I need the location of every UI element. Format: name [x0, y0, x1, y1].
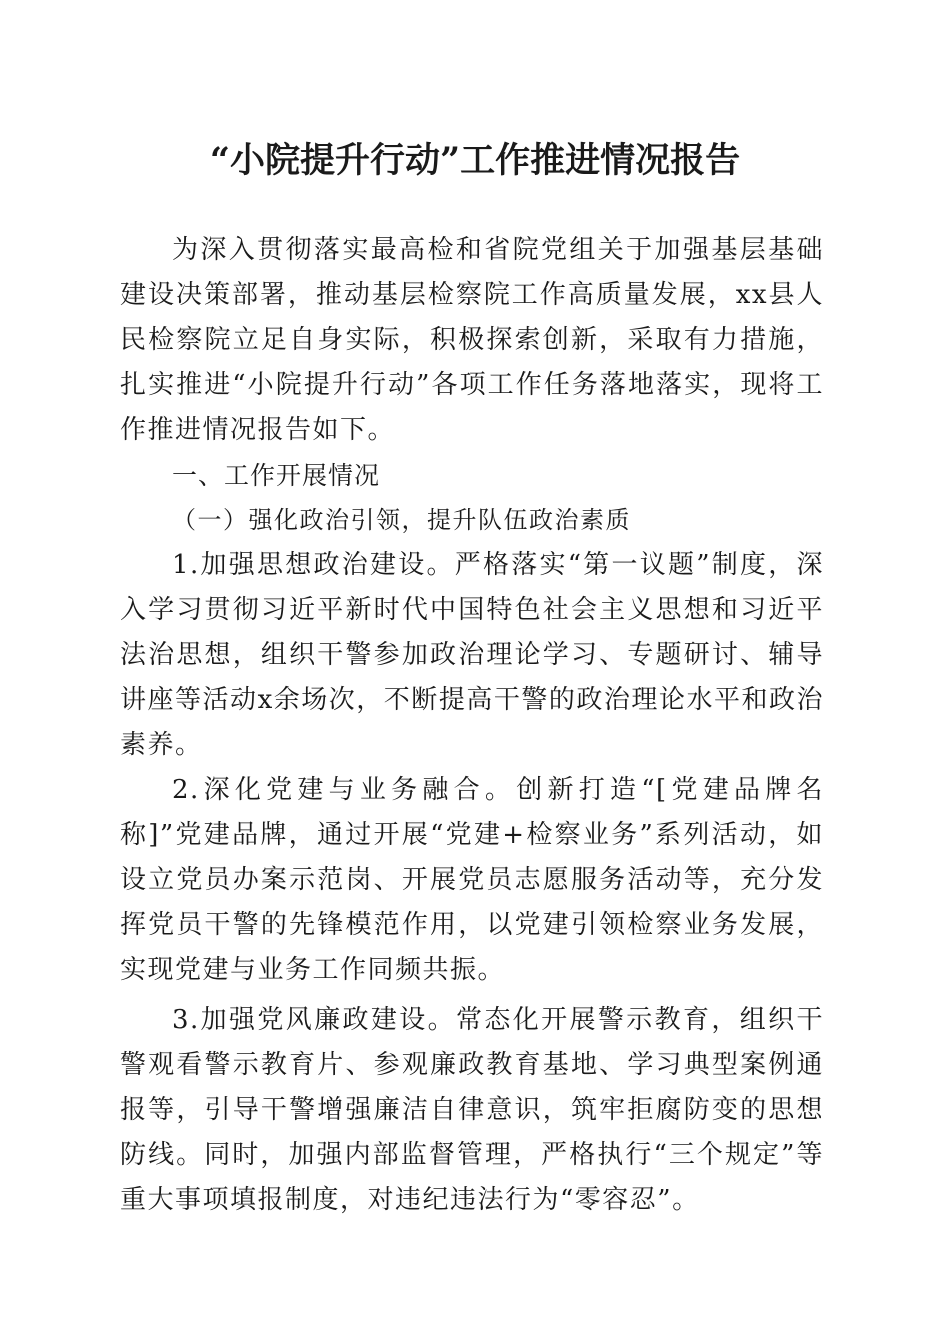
document-body [120, 228, 824, 1223]
intro-paragraph: 为深入贯彻落实最高检和省院党组关于加强基层基础建设决策部署，推动基层检察院工作高质量发展，xx县人民检察院立足自身实际，积极探索创新，采取有力措施，扎实推进“小院提升行动”各项工作任务落地落实，现将工作推进情况报告如下。 [120, 235, 824, 445]
item-paragraph-3: 3.加强党风廉政建设。常态化开展警示教育，组织干警观看警示教育片、参观廉政教育基地、学习典型案例通报等，引导干警增强廉洁自律意识，筑牢拒腐防变的思想防线。同时，加强内部监督管理，严格执行“三个规定”等重大事项填报制度，对违纪违法行为“零容忍”。 [120, 1005, 824, 1215]
item-paragraph-2: 2.深化党建与业务融合。创新打造“[党建品牌名称]”党建品牌，通过开展“党建+检察业务”系列活动，如设立党员办案示范岗、开展党员志愿服务活动等，充分发挥党员干警的先锋模范作用，以党建引领检察业务发展，实现党建与业务工作同频共振。 [120, 775, 824, 985]
item-paragraph-1: 1.加强思想政治建设。严格落实“第一议题”制度，深入学习贯彻习近平新时代中国特色社会主义思想和习近平法治思想，组织干警参加政治理论学习、专题研讨、辅导讲座等活动x余场次，不断提高干警的政治理论水平和政治素养。 [120, 550, 824, 760]
section-heading-1: 一、工作开展情况 [172, 461, 381, 490]
document-title: “小院提升行动”工作推进情况报告 [209, 140, 741, 181]
subsection-heading-1: （一）强化政治引领，提升队伍政治素质 [172, 506, 631, 534]
